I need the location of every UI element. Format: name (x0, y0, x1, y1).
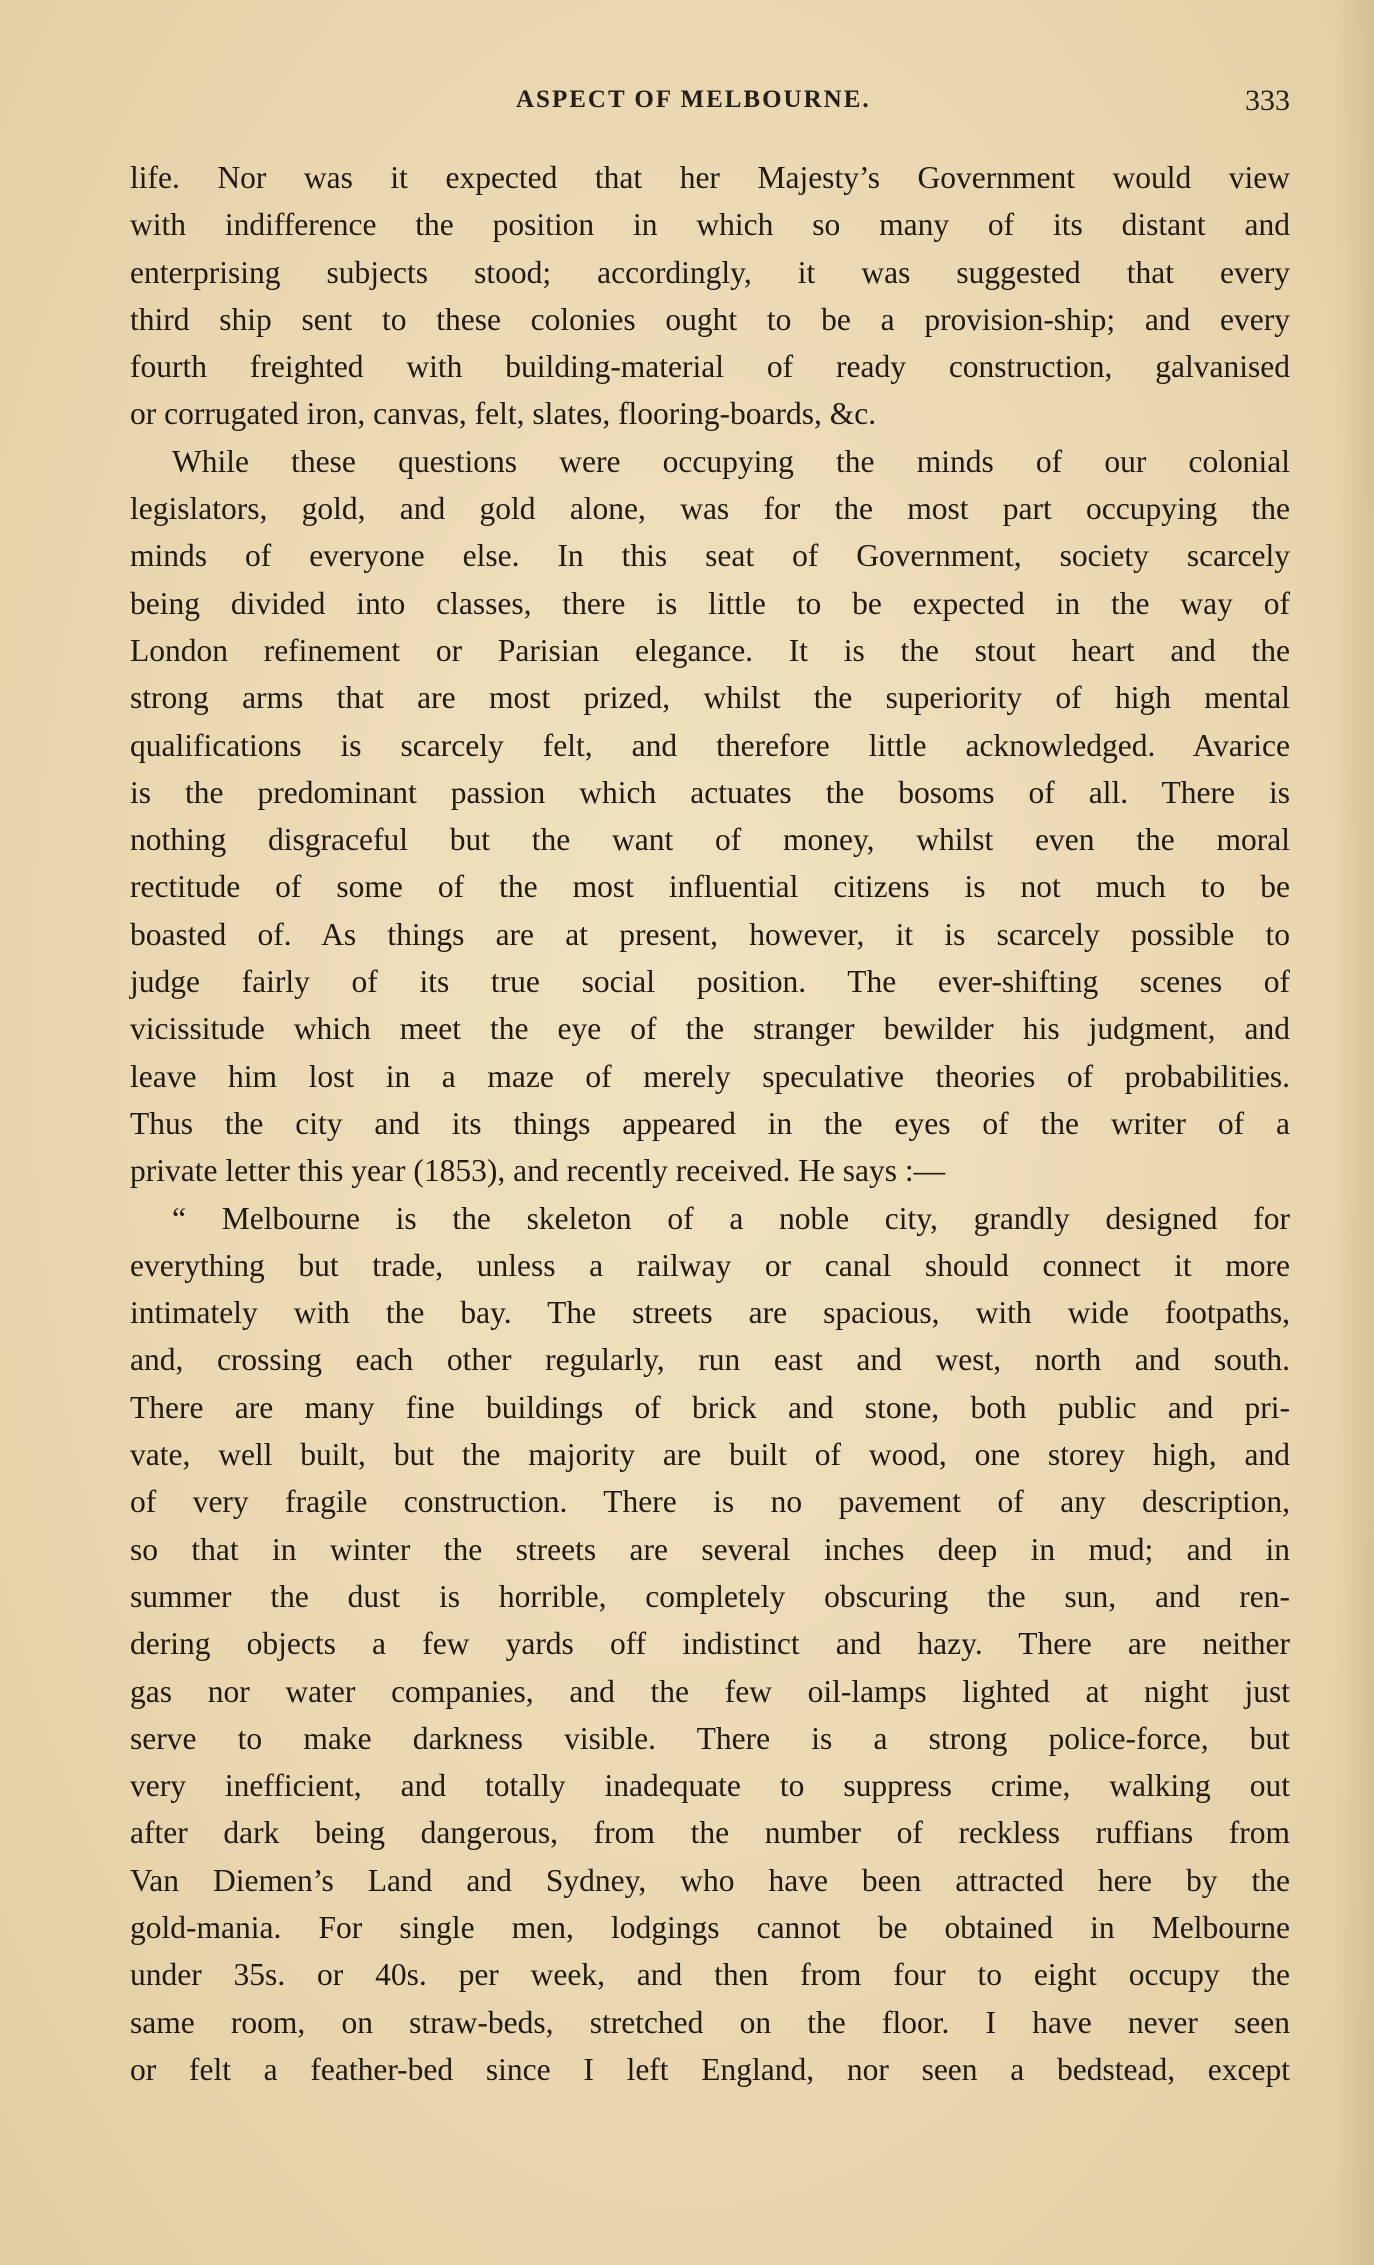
text-line: serve to make darkness visible. There is a strong police-force, but (130, 1720, 1290, 1756)
text-line: so that in winter the streets are several inches deep in mud; and in (130, 1531, 1290, 1567)
text-line: after dark being dangerous, from the number of reckless ruffians from (130, 1815, 1290, 1851)
text-line: dering objects a few yards off indistinct and hazy. There are neither (130, 1626, 1290, 1662)
page-edge-shadow (1334, 0, 1374, 2265)
text-line: fourth freighted with building-material of ready construction, galvanised (130, 349, 1290, 385)
text-line: intimately with the bay. The streets are spacious, with wide footpaths, (130, 1295, 1290, 1331)
page-number: 333 (1245, 84, 1290, 117)
text-line: There are many fine buildings of brick and stone, both public and pri- (130, 1389, 1290, 1425)
text-line: third ship sent to these colonies ought to be a provision-ship; and every (130, 301, 1290, 337)
text-line: gold-mania. For single men, lodgings cannot be obtained in Melbourne (130, 1909, 1290, 1945)
running-head (130, 86, 1290, 126)
text-line: summer the dust is horrible, completely obscuring the sun, and ren- (130, 1578, 1290, 1614)
text-line: gas nor water companies, and the few oil-lamps lighted at night just (130, 1673, 1290, 1709)
text-line: same room, on straw-beds, stretched on the floor. I have never seen (130, 2004, 1290, 2040)
text-line: London refinement or Parisian elegance. It is the stout heart and the (130, 632, 1290, 668)
text-line: is the predominant passion which actuates the bosoms of all. There is (130, 774, 1290, 810)
text-line: with indifference the position in which so many of its distant and (130, 207, 1290, 243)
text-line: judge fairly of its true social position. The ever-shifting scenes of (130, 964, 1290, 1000)
text-line: Van Diemen’s Land and Sydney, who have been attracted here by the (130, 1862, 1290, 1898)
body-text (130, 154, 1290, 2093)
text-line: being divided into classes, there is little to be expected in the way of (130, 585, 1290, 621)
text-line: legislators, gold, and gold alone, was for the most part occupying the (130, 491, 1290, 527)
text-line: nothing disgraceful but the want of money, whilst even the moral (130, 822, 1290, 858)
text-line: “ Melbourne is the skeleton of a noble city, grandly designed for (172, 1200, 1290, 1236)
text-line: While these questions were occupying the minds of our colonial (172, 443, 1290, 479)
text-line: rectitude of some of the most influential citizens is not much to be (130, 869, 1290, 905)
text-line: or felt a feather-bed since I left England, nor seen a bedstead, except (130, 2051, 1290, 2087)
text-line: minds of everyone else. In this seat of Government, society scarcely (130, 538, 1290, 574)
text-line: or corrugated iron, canvas, felt, slates, flooring-boards, &c. (130, 396, 877, 432)
text-line: vicissitude which meet the eye of the stranger bewilder his judgment, and (130, 1011, 1290, 1047)
running-title: ASPECT OF MELBOURNE. (516, 86, 871, 113)
text-line: leave him lost in a maze of merely speculative theories of probabilities. (130, 1058, 1290, 1094)
text-line: qualifications is scarcely felt, and therefore little acknowledged. Avarice (130, 727, 1290, 763)
text-line: private letter this year (1853), and recently received. He says :— (130, 1153, 946, 1189)
text-line: boasted of. As things are at present, however, it is scarcely possible to (130, 916, 1290, 952)
text-line: and, crossing each other regularly, run east and west, north and south. (130, 1342, 1290, 1378)
text-line: vate, well built, but the majority are built of wood, one storey high, and (130, 1437, 1290, 1473)
text-line: strong arms that are most prized, whilst the superiority of high mental (130, 680, 1290, 716)
text-line: everything but trade, unless a railway or canal should connect it more (130, 1247, 1290, 1283)
text-line: very inefficient, and totally inadequate to suppress crime, walking out (130, 1768, 1290, 1804)
text-line: under 35s. or 40s. per week, and then from four to eight occupy the (130, 1957, 1290, 1993)
text-line: life. Nor was it expected that her Majesty’s Government would view (130, 160, 1290, 195)
text-line: enterprising subjects stood; accordingly, it was suggested that every (130, 254, 1290, 290)
text-line: Thus the city and its things appeared in the eyes of the writer of a (130, 1105, 1290, 1141)
text-line: of very fragile construction. There is no pavement of any description, (130, 1484, 1290, 1520)
